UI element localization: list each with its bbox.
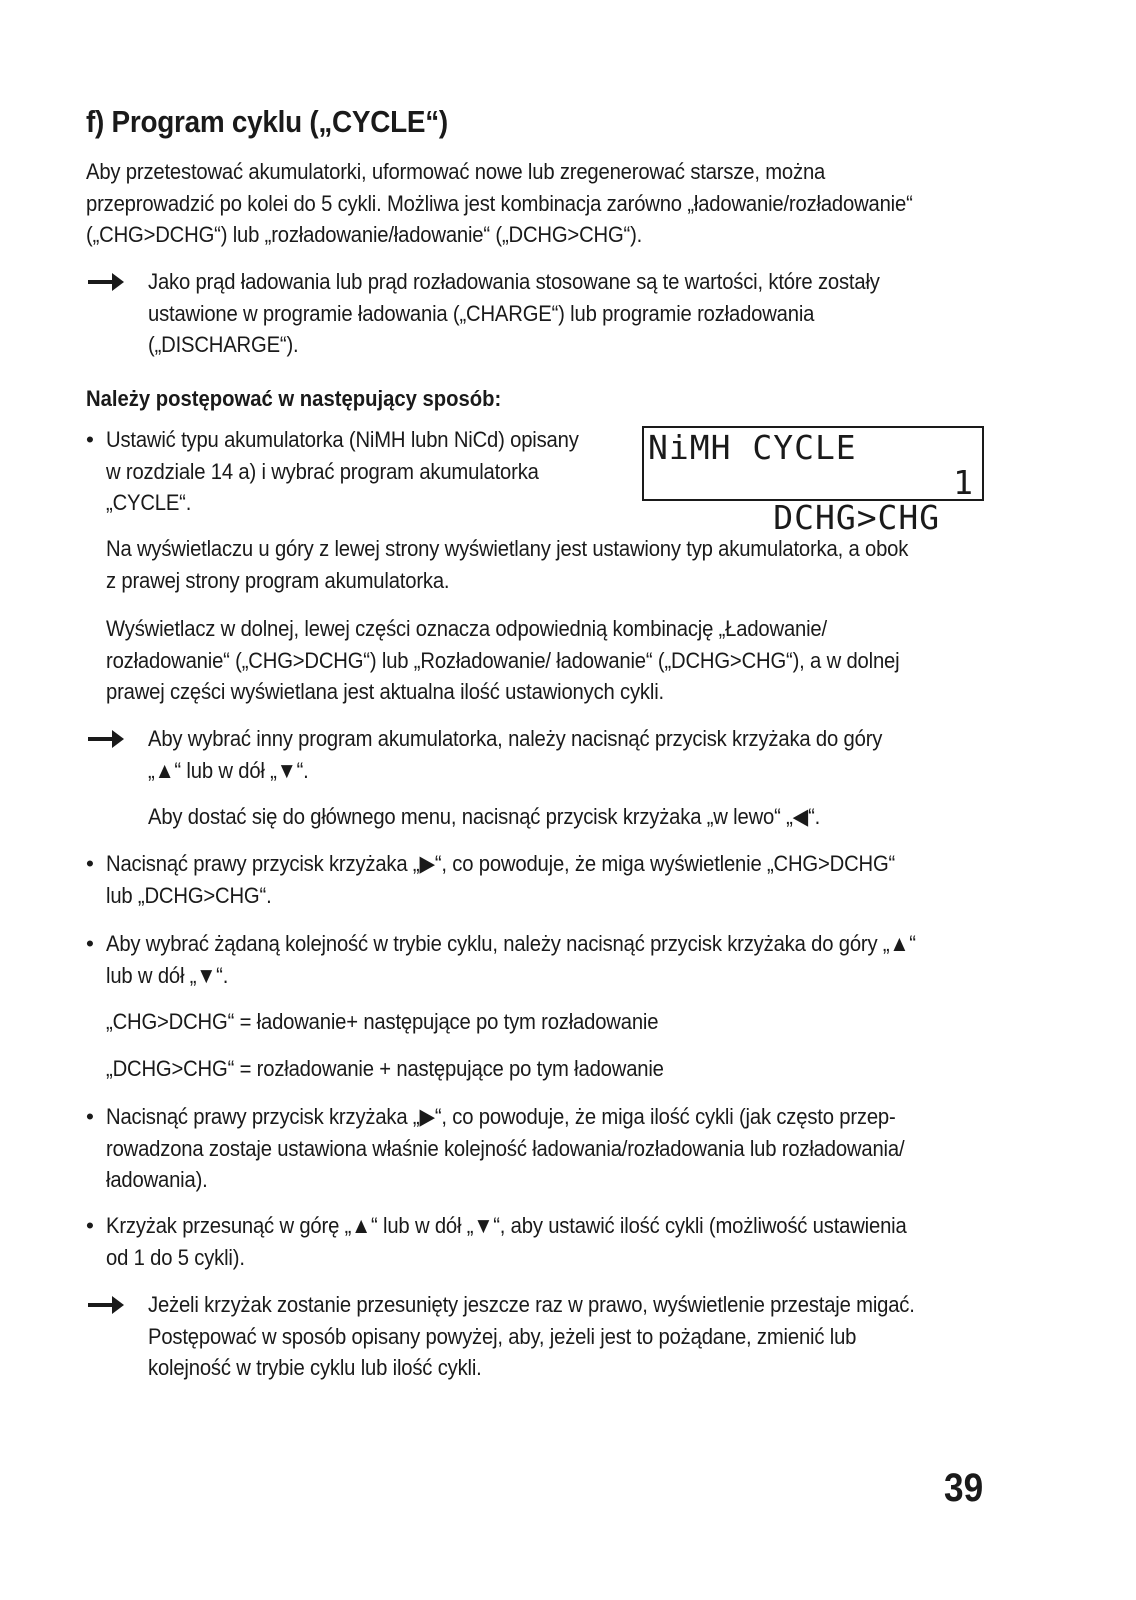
intro-paragraph: [86, 156, 1005, 251]
text-line: lub „DCHG>CHG“.: [106, 882, 272, 908]
text-line: Na wyświetlaczu u góry z lewej strony wyświetlany jest ustawiony typ akumulatorka, a obok: [106, 536, 909, 561]
text-line: Jeżeli krzyżak zostanie przesunięty jeszcze raz w prawo, wyświetlenie przestaje migać.: [148, 1292, 915, 1317]
text-line: prawej części wyświetlana jest aktualna ilość ustawionych cykli.: [106, 679, 664, 704]
text-line: Nacisnąć prawy przycisk krzyżaka „▶“, co powoduje, że miga ilość cykli (jak często przep-: [106, 1104, 896, 1129]
bullet-marker: •: [86, 1104, 94, 1129]
lcd-line-top: NiMH CYCLE: [648, 428, 857, 467]
arrow-right-icon: [86, 724, 126, 754]
lcd-mode: DCHG>CHG: [773, 498, 941, 537]
definition-chg-dchg: [106, 1006, 720, 1038]
note-stop-blinking: [148, 1289, 1000, 1384]
text-line: ustawione w programie ładowania („CHARGE“) lub programie rozładowania: [148, 300, 815, 326]
bullet-marker: •: [86, 931, 94, 956]
paragraph-display-bottom: [106, 613, 988, 708]
note-select-program: [148, 723, 964, 786]
text-line: przeprowadzić po kolei do 5 cykli. Możliwa jest kombinacja zarówno „ładowanie/rozładowanie“: [86, 190, 913, 216]
lcd-line-bottom: [648, 463, 978, 537]
bullet-press-right: [106, 848, 983, 911]
lcd-cycle-count: 1: [953, 463, 974, 502]
text-line: lub w dół „▼“.: [106, 962, 229, 988]
text-line: („CHG>DCHG“) lub „rozładowanie/ładowanie“ („DCHG>CHG“).: [86, 222, 643, 247]
text-line: („DISCHARGE“).: [148, 332, 299, 357]
text-line: Aby dostać się do głównego menu, nacisnąć przycisk krzyżaka „w lewo“ „◀“.: [148, 804, 821, 829]
note-current-values: [148, 266, 961, 361]
text-line: rowadzona zostaje ustawiona właśnie kolejność ładowania/rozładowania lub rozładowania/: [106, 1135, 905, 1161]
text-line: „DCHG>CHG“ = rozładowanie + następujące po tym ładowanie: [106, 1056, 664, 1081]
text-line: Wyświetlacz w dolnej, lewej części oznacza odpowiednią kombinację „Ładowanie/: [106, 616, 827, 641]
text-line: Krzyżak przesunąć w górę „▲“ lub w dół „▼“, aby ustawić ilość cykli (możliwość ustawienia: [106, 1213, 907, 1238]
text-line: od 1 do 5 cykli).: [106, 1244, 245, 1270]
text-line: w rozdziale 14 a) i wybrać program akumulatorka: [106, 458, 539, 484]
page-number: 39: [944, 1466, 984, 1510]
text-line: kolejność w trybie cyklu lub ilość cykli.: [148, 1355, 482, 1380]
arrow-right-icon: [86, 267, 126, 297]
section-heading: f) Program cyklu („CYCLE“): [86, 104, 448, 139]
paragraph-display-top: [106, 533, 997, 596]
text-line: z prawej strony program akumulatorka.: [106, 567, 450, 593]
text-line: Ustawić typu akumulatorka (NiMH lubn NiCd) opisany: [106, 427, 579, 452]
text-line: Aby przetestować akumulatorki, uformować nowe lub zregenerować starsze, można: [86, 159, 826, 184]
text-line: „▲“ lub w dół „▼“.: [148, 757, 309, 783]
text-line: „CYCLE“.: [106, 490, 192, 515]
text-line: Jako prąd ładowania lub prąd rozładowania stosowane są te wartości, które zostały: [148, 269, 880, 294]
bullet-select-order: [106, 928, 1006, 991]
bullet-marker: •: [86, 1213, 94, 1238]
text-line: Aby wybrać inny program akumulatorka, należy nacisnąć przycisk krzyżaka do góry: [148, 726, 883, 751]
bullet-set-cycle-count: [106, 1210, 996, 1273]
note-main-menu: [148, 801, 895, 833]
text-line: Aby wybrać żądaną kolejność w trybie cyklu, należy nacisnąć przycisk krzyżaka do góry „▲“: [106, 931, 916, 956]
text-line: Nacisnąć prawy przycisk krzyżaka „▶“, co powoduje, że miga wyświetlenie „CHG>DCHG“: [106, 851, 896, 876]
arrow-right-icon: [86, 1290, 126, 1320]
bullet-marker: •: [86, 427, 94, 452]
bullet-marker: •: [86, 851, 94, 876]
bullet-cycle-count-blink: [106, 1101, 993, 1196]
text-line: ładowania).: [106, 1167, 208, 1192]
bullet-set-battery-type: [106, 424, 631, 519]
text-line: Postępować w sposób opisany powyżej, aby, jeżeli jest to pożądane, zmienić lub: [148, 1323, 857, 1349]
procedure-heading: Należy postępować w następujący sposób:: [86, 386, 502, 411]
lcd-display: [642, 426, 984, 537]
text-line: „CHG>DCHG“ = ładowanie+ następujące po tym rozładowanie: [106, 1009, 659, 1034]
definition-dchg-chg: [106, 1053, 726, 1085]
text-line: rozładowanie“ („CHG>DCHG“) lub „Rozładowanie/ ładowanie“ („DCHG>CHG“), a w dolnej: [106, 647, 900, 673]
